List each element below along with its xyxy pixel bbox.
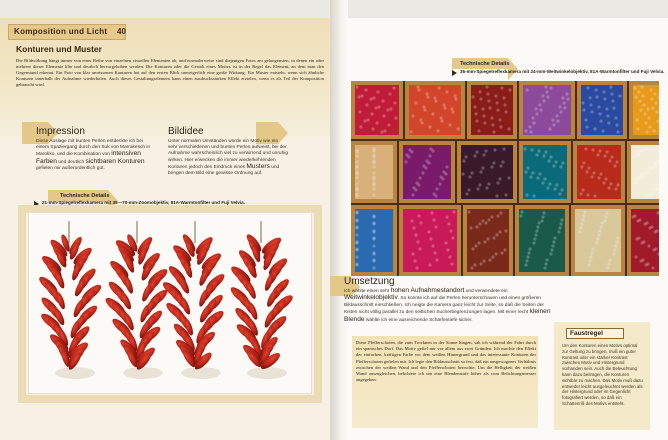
tech-left-label: Technische Details xyxy=(60,193,110,199)
chili-bunches xyxy=(37,221,295,379)
chili-bunch xyxy=(161,221,227,379)
umsetzung-hl-blende: kleinen Blende xyxy=(344,308,551,323)
impression-hl-farben: intensiven Farben xyxy=(36,150,141,165)
chapter-header xyxy=(8,24,126,40)
tech-right-arrow-icon xyxy=(452,70,457,76)
umsetzung-t2: und verwendete ein xyxy=(465,289,508,294)
impression-heading: Impression xyxy=(36,126,85,137)
beads-illustration xyxy=(351,81,659,276)
bildidee-heading: Bildidee xyxy=(168,126,204,137)
beads-market-photo xyxy=(351,81,659,276)
chapter-label: Komposition und Licht xyxy=(14,27,108,36)
umsetzung-hl-standort: hohen Aufnahmestandort xyxy=(390,287,465,294)
bildidee-text xyxy=(168,139,288,177)
book-gutter xyxy=(330,0,348,440)
bildidee-text-a: Unter normalen Umständen würde ein Motiv wie ein sehr verschiedenen und bunten Perlen aufweist, bei der Aufnahme wahrscheinlich viel zu verwirrend und unruhig wirken. Hier erwecken die immer wiederkehrenden Konturen jedoch den Eindruck eines xyxy=(168,139,288,170)
tech-right-label: Technische Details xyxy=(460,61,510,67)
intro-paragraph: Die Bildwirkung hängt immer von einer Reihe von einzelnen visuellen Elementen ab, und normalerweise sind diejenigen Fotos am gelungensten, in denen ein oder mehrere dieser Elemente klar und deutlich hervorgehoben werden. Die Konturen oder die Gestalt eines Motivs ist in der Regel das Element, an dem man den Gegenstand erkennt. Ein Foto von klar umrissenen Konturen hat auf den ersten Blick unweigerlich eine große Wirkung. Ein Muster entsteht, wenn sich ähnliche Konturen innerhalb der Aufnahme wiederholen. Auch dieses Gestaltungselement kann einen ausdrucksstarken Effekt erzielen, wenn es als Teil der Komposition gebraucht wird. xyxy=(16,58,324,87)
impression-text-a: Diese Auslage mit bunten Perlen entdeckte ich bei einem Spaziergang durch den Suk von Marrakesch in Marokko, und die Kombination von xyxy=(36,139,151,158)
tech-right-line: 35-mm-Spiegelreflexkamera mit 24-mm-Weitwinkelobjektiv, 81A-Warmtonfilter und Fuji Velvia. xyxy=(460,69,665,74)
umsetzung-t4: wählte ich eine ausreichende Schärfentiefe sicher. xyxy=(365,317,473,323)
section-title: Konturen und Muster xyxy=(16,44,102,54)
impression-text-c: gefielen mir außerordentlich gut. xyxy=(36,165,105,171)
bildidee-text-b: und bringen dem Bild eine gewisse Ordnung auf. xyxy=(168,164,280,177)
faustregel-title: Faustregel xyxy=(570,330,603,337)
impression-text-b: und deutlich xyxy=(58,159,85,165)
umsetzung-heading: Umsetzung xyxy=(344,276,395,287)
chili-bunch xyxy=(228,221,295,379)
tech-left-line: 21-mm-Spiegelreflexkamera mit 35—70-mm-Zoomobjektiv, 81A-Warmtonfilter und Fuji Velvia. xyxy=(42,200,245,205)
umsetzung-t1: Ich wählte einen sehr xyxy=(344,289,390,294)
impression-text xyxy=(36,139,156,172)
chili-illustration xyxy=(29,213,313,395)
chili-caption: Diese Pfefferschoten, die zum Trocknen in der Sonne hingen, sah ich während der Fahrt durch ein spanisches Dorf. Das Motiv gefiel mir vor allem aus zwei Gründen: Ich mochte den Effekt der einfachen, kräftigen Farbe vor dem weißen Hintergrund und das interessante Konturen der Pfefferschoten gefielen mir. Ich legte den Bildausschnitt so fest, daß ein ausgewogenes Verhältnis zwischen der weißen Wand und den Pfefferschoten herrschte. Um die Helligkeit der weißen Wand auszugleichen, belichtete ich um eine Blendenstufe höher als vom Belichtungsmesser angegeben. xyxy=(356,340,536,383)
chili-peppers-photo xyxy=(28,212,312,394)
chili-bunch xyxy=(103,221,169,379)
chili-bunch xyxy=(37,221,104,379)
umsetzung-text xyxy=(344,288,558,324)
impression-hl-konturen: sichtbaren Konturen xyxy=(85,157,145,165)
bildidee-hl-musters: Musters xyxy=(246,162,270,170)
umsetzung-t3: . So konnte ich auf die Perlen herunterschauen und einen größeren Bildausschnitt einschließen. Ich neigte die Kamera ganz leicht zur Seite, so daß die Seiten der Kisten nicht völlig parallel zu den seitlichen Sucherbegrenzungen lagen. Mit einer recht xyxy=(344,296,544,316)
page-number: 40 xyxy=(117,27,126,36)
umsetzung-hl-weitwinkel: Weitwinkelobjektiv xyxy=(344,294,398,302)
faustregel-text: Um den Konturen eines Motivs optimal zur Geltung zu bringen, muß ein guter Kontrast oder ein starker Kontrast zwischen Motiv und Hintergrund vorhanden sein. Auch die Beleuchtung kann dazu beitragen, die Konturen sichtbar zu machen. Das Motiv muß dazu entweder leicht ausgeleuchtet werden als der Hintergrund oder im Gegenlicht fotografiert werden, so daß ein Schattenriß des Motivs entsteht. xyxy=(562,343,643,406)
